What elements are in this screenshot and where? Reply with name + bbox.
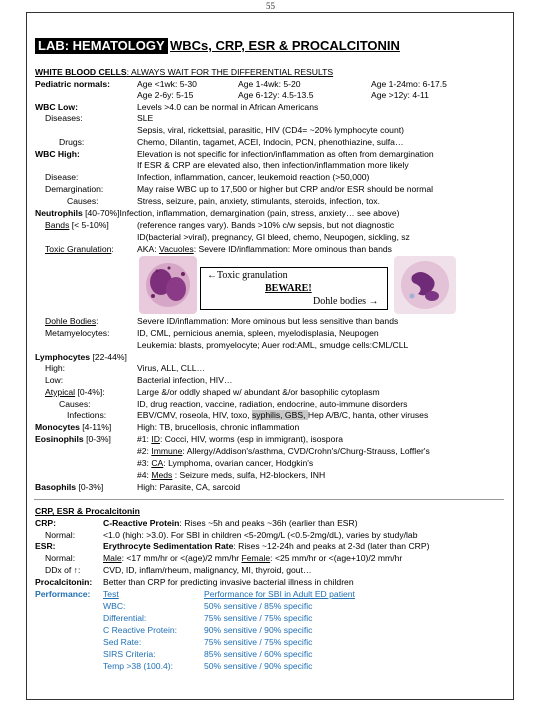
perf-row-value: 50% sensitive / 90% specific: [204, 661, 313, 671]
baso-row: [35, 482, 103, 492]
eos-r1-key: ID: [151, 434, 160, 444]
eos-r2-num: #2:: [137, 446, 152, 456]
llow-label: Low:: [45, 375, 64, 385]
diseases-t1: SLE: [137, 113, 154, 123]
eos-range: [0-3%]: [83, 434, 111, 444]
eos-r3: [137, 458, 313, 468]
meta-t1: ID, CML, pernicious anemia, spleen, myelodisplasia, Neupogen: [137, 328, 379, 338]
section-divider: [34, 499, 504, 500]
wbc-high-label: WBC High:: [35, 149, 80, 159]
esr-row: [103, 541, 429, 551]
mono-label: Monocytes: [35, 422, 80, 432]
eos-r1-num: #1:: [137, 434, 152, 444]
eos-r1: [137, 434, 343, 444]
esr-text: : Rises ~12-24h and peaks at 2-3d (later than CRP): [233, 541, 430, 551]
dohle-bodies-image: [394, 256, 456, 314]
ped-c3: Age 1-24mo: 6-17.5: [371, 79, 447, 89]
toxic-row-label: [45, 244, 114, 254]
eos-r4-num: #4:: [137, 470, 152, 480]
perf-row-test: Temp >38 (100.4):: [103, 661, 173, 671]
drugs-text: Chemo, Dilantin, tagamet, ACEI, Indocin, PCN, phenothiazine, sulfa…: [137, 137, 404, 147]
crp-bold: C-Reactive Protein: [103, 518, 180, 528]
crp-section-header: CRP, ESR & Procalcitonin: [35, 506, 140, 516]
esrn-male-text: : <17 mm/hr or <(age)/2 mm/hr: [121, 553, 242, 563]
lymph-label: Lymphocytes: [35, 352, 91, 362]
page-title-lab: LAB: HEMATOLOGY: [35, 38, 168, 54]
esrn-label: Normal:: [45, 553, 76, 563]
callout-beware: BEWARE!: [265, 283, 312, 294]
perf-row-test: SIRS Criteria:: [103, 649, 156, 659]
mono-range: [4-11%]: [79, 422, 112, 432]
atyp-row-label: [45, 387, 105, 397]
bands-range: [< 5-10%]: [69, 220, 109, 230]
neutrophils-row: [35, 208, 399, 218]
perf-row-test: C Reactive Protein:: [103, 625, 178, 635]
esrn-female-text: : <25 mm/hr or <(age+10)/2 mm/hr: [270, 553, 403, 563]
page-title: WBCs, CRP, ESR & PROCALCITONIN: [170, 38, 400, 53]
perf-col-test: Test: [103, 589, 119, 599]
perf-row-value: 75% sensitive / 75% specific: [204, 613, 313, 623]
wbc-section-header: [35, 67, 333, 77]
toxic-rest: : Severe ID/inflammation: More ominous than bands: [193, 244, 392, 254]
eos-r2: [137, 446, 430, 456]
ainf-row: [137, 410, 428, 420]
crpn-label: Normal:: [45, 530, 76, 540]
eos-r1-text: : Cocci, HIV, worms (esp in immigrant), isospora: [159, 434, 344, 444]
disease2-text: Infection, inflammation, cancer, leukemoid reaction (>50,000): [137, 172, 370, 182]
eos-r2-text: : Allergy/Addison's/asthma, CVD/Crohn's/Churg-Strauss, Loffler's: [182, 446, 430, 456]
neutro-text: Infection, inflammation, demargination (pain, stress, anxiety… see above): [119, 208, 400, 218]
perf-row-value: 75% sensitive / 75% specific: [204, 637, 313, 647]
esr-bold: Erythrocyte Sedimentation Rate: [103, 541, 234, 551]
dohle-label: Dohle Bodies: [45, 316, 97, 326]
ddx-text: CVD, ID, inflam/rheum, malignancy, MI, thyroid, gout…: [103, 565, 312, 575]
toxic-row-text: [137, 244, 392, 254]
bands-t2: ID(bacterial >viral), pregnancy, GI bleed, chemo, Neupogen, sickling, sz: [137, 232, 410, 242]
eos-r3-key: CA: [151, 458, 164, 468]
ped-c2: Age 1-4wk: 5-20: [238, 79, 301, 89]
meta-t2: Leukemia: blasts, promyelocyte; Auer rod:AML, smudge cells:CML/CLL: [137, 340, 409, 350]
bands-t1: (reference ranges vary). Bands >10% c/w sepsis, but not diagnostic: [137, 220, 395, 230]
causes-text: Stress, seizure, pain, anxiety, stimulants, steroids, infection, tox.: [137, 196, 380, 206]
meta-label: Metamyelocytes:: [45, 328, 110, 338]
toxic-granulation-image: [139, 256, 197, 314]
perf-label: Performance:: [35, 589, 91, 599]
wbc-header-rest: : ALWAYS WAIT FOR THE DIFFERENTIAL RESULTS: [126, 67, 334, 77]
perf-row-test: Sed Rate:: [103, 637, 142, 647]
lhigh-label: High:: [45, 363, 66, 373]
toxic-vacuoles: Vacuoles: [158, 244, 194, 254]
procal-text: Better than CRP for predicting invasive bacterial illness in children: [103, 577, 354, 587]
demarg-text: May raise WBC up to 17,500 or higher but CRP and/or ESR should be normal: [137, 184, 434, 194]
toxic-colon: :: [111, 244, 114, 254]
eos-label: Eosinophils: [35, 434, 84, 444]
perf-col-perf: Performance for SBI in Adult ED patient: [204, 589, 355, 599]
ainf-pre: EBV/CMV, roseola, HIV, toxo,: [137, 410, 252, 420]
procal-label: Procalcitonin:: [35, 577, 93, 587]
perf-row-value: 90% sensitive / 90% specific: [204, 625, 313, 635]
wbc-high-t1: Elevation is not specific for infection/inflammation as often from demargination: [137, 149, 434, 159]
esrn-female: Female: [241, 553, 271, 563]
crp-row: [103, 518, 358, 528]
wbc-low-text: Levels >4.0 can be normal in African Americans: [137, 102, 319, 112]
atyp-label: Atypical: [45, 387, 76, 397]
page-number: 55: [266, 1, 275, 11]
crpn-text: <1.0 (high: >3.0). For SBI in children <5-20mg/L (<0.5-2mg/dL), varies by study/lab: [103, 530, 418, 540]
perf-row-test: Differential:: [103, 613, 147, 623]
wbc-low-label: WBC Low:: [35, 102, 78, 112]
eos-r4: [137, 470, 325, 480]
ped-label: Pediatric normals:: [35, 79, 110, 89]
lymph-range: [22-44%]: [90, 352, 127, 362]
beware-callout: [200, 267, 388, 310]
esr-label: ESR:: [35, 541, 56, 551]
neutro-label: Neutrophils: [35, 208, 83, 218]
dohle-text: Severe ID/inflammation: More ominous but less sensitive than bands: [137, 316, 399, 326]
lhigh-text: Virus, ALL, CLL…: [137, 363, 206, 373]
mono-row: [35, 422, 111, 432]
disease2-label: Disease:: [45, 172, 79, 182]
eos-r4-text: : Seizure meds, sulfa, H2-blockers, INH: [172, 470, 326, 480]
toxic-label: Toxic Granulation: [45, 244, 112, 254]
ddx-label: DDx of ↑:: [45, 565, 81, 575]
causes-label: Causes:: [67, 196, 99, 206]
diseases-t2: Sepsis, viral, rickettsial, parasitic, HIV (CD4= ~20% lymphocyte count): [137, 125, 404, 135]
bands-label: Bands: [45, 220, 70, 230]
esrn-male: Male: [103, 553, 122, 563]
perf-row-test: WBC:: [103, 601, 126, 611]
ped-d1: Age 2-6y: 5-15: [137, 90, 194, 100]
mono-text: High: TB, brucellosis, chronic inflammation: [137, 422, 300, 432]
esrn-row: [103, 553, 402, 563]
bands-row-label: [45, 220, 109, 230]
baso-text: High: Parasite, CA, sarcoid: [137, 482, 241, 492]
baso-label: Basophils: [35, 482, 77, 492]
ped-c1: Age <1wk: 5-30: [137, 79, 197, 89]
wbc-header-bold: WHITE BLOOD CELLS: [35, 67, 127, 77]
acauses-label: Causes:: [59, 399, 91, 409]
eos-r4-key: Meds: [151, 470, 173, 480]
dohle-colon: :: [96, 316, 99, 326]
crp-label: CRP:: [35, 518, 57, 528]
atyp-text: Large &/or oddly shaped w/ abundant &/or basophilic cytoplasm: [137, 387, 380, 397]
eos-r2-key: Immune: [151, 446, 183, 456]
ainf-post: Hep A/B/C, hanta, other viruses: [307, 410, 429, 420]
dohle-row-label: [45, 316, 99, 326]
ped-d2: Age 6-12y: 4.5-13.5: [238, 90, 314, 100]
ped-d3: Age >12y: 4-11: [371, 90, 429, 100]
baso-range: [0-3%]: [76, 482, 104, 492]
acauses-text: ID, drug reaction, vaccine, radiation, endocrine, auto-immune disorders: [137, 399, 408, 409]
llow-text: Bacterial infection, HIV…: [137, 375, 233, 385]
ainf-highlight: syphilis, GBS,: [251, 410, 308, 420]
eos-r3-text: : Lymphoma, ovarian cancer, Hodgkin's: [163, 458, 314, 468]
callout-dohle: Dohle bodies →: [313, 296, 379, 307]
perf-row-value: 50% sensitive / 85% specific: [204, 601, 313, 611]
lymph-row: [35, 352, 127, 362]
ainf-label: Infections:: [67, 410, 107, 420]
eos-row: [35, 434, 111, 444]
atyp-range: [0-4%]:: [75, 387, 105, 397]
drugs-label: Drugs:: [59, 137, 85, 147]
toxic-aka: AKA:: [137, 244, 159, 254]
perf-row-value: 85% sensitive / 60% specific: [204, 649, 313, 659]
diseases-label: Diseases:: [45, 113, 83, 123]
crp-text: : Rises ~5h and peaks ~36h (earlier than ESR): [179, 518, 358, 528]
eos-r3-num: #3:: [137, 458, 152, 468]
wbc-high-t2: If ESR & CRP are elevated also, then infection/inflammation more likely: [137, 160, 409, 170]
demarg-label: Demargination:: [45, 184, 104, 194]
callout-toxic: ←Toxic granulation: [207, 270, 288, 281]
neutro-range: [40-70%]: [82, 208, 120, 218]
